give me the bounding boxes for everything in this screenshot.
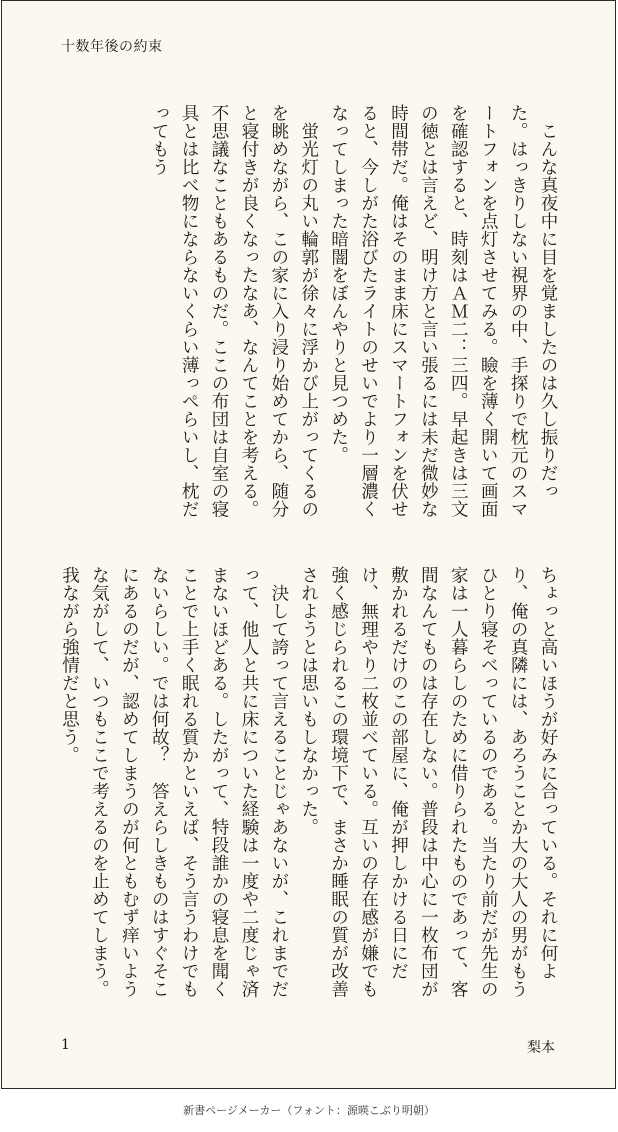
book-title: 十数年後の約束 (61, 39, 163, 55)
page-number: 1 (61, 1037, 70, 1053)
lower-text-block (52, 566, 562, 1006)
paragraph-3: 決して誇って言えることじゃあないが、これまでだって、他人と共に床についた経験は一度や二度じゃ済まないほどある。したがって、特段誰かの寝息を聞くことで上手く眠れる質かといえば、そう言うわけでもないらしい。では何故？ 答えらしきものはすぐそこにあるのだが、認めてしまうのが何ともむず痒いような気がして、いつもここで考えるのを止めてしまう。我ながら強情だと思う。 (59, 566, 289, 998)
paragraph-continuation: ちょっと高いほうが好みに合っている。それに何より、俺の真隣には、あろうことか大の大人の男がもうひとり寝そべっているのである。当たり前だが先生の家は一人暮らしのために借りられたものであって、客間なんてものは存在しない。普段は中心に一枚布団が敷かれるだけのこの部屋に、俺が押しかける日にだけ、無理やり二枚並べている。互いの存在感が嫌でも強く感じられるこの環境下で、まさか睡眠の質が改善されようとは思いもしなかった。 (298, 566, 558, 998)
paragraph-1: こんな真夜中に目を覚ましたのは久し振りだった。はっきりしない視界の中、手探りで枕元のスマートフォンを点灯させてみる。瞼を薄く開いて画面を確認すると、時刻はＡＭ二：三四。早起きは三文の徳とは言えど、明け方と言い張るには未だ微妙な時間帯だ。俺はそのまま床にスマートフォンを伏せると、今しがた浴びたライトのせいでより一層濃くなってしまった暗闇をぼんやりと見つめた。 (328, 104, 558, 518)
generator-caption: 新書ページメーカー（フォント：源暎こぶり明朝） (183, 1104, 435, 1117)
paragraph-2: 蛍光灯の丸い輪郭が徐々に浮かび上がってくるのを眺めながら、この家に入り浸り始めてから、随分と寝付きが良くなったなあ、なんてことを考える。不思議なこともあるものだ。ここの布団は自室の寝具とは比べ物にならないくらい薄っぺらいし、枕だってもう (149, 104, 319, 518)
book-page (1, 0, 616, 1089)
upper-text-block (52, 104, 562, 524)
author-name: 梨本 (527, 1040, 555, 1056)
